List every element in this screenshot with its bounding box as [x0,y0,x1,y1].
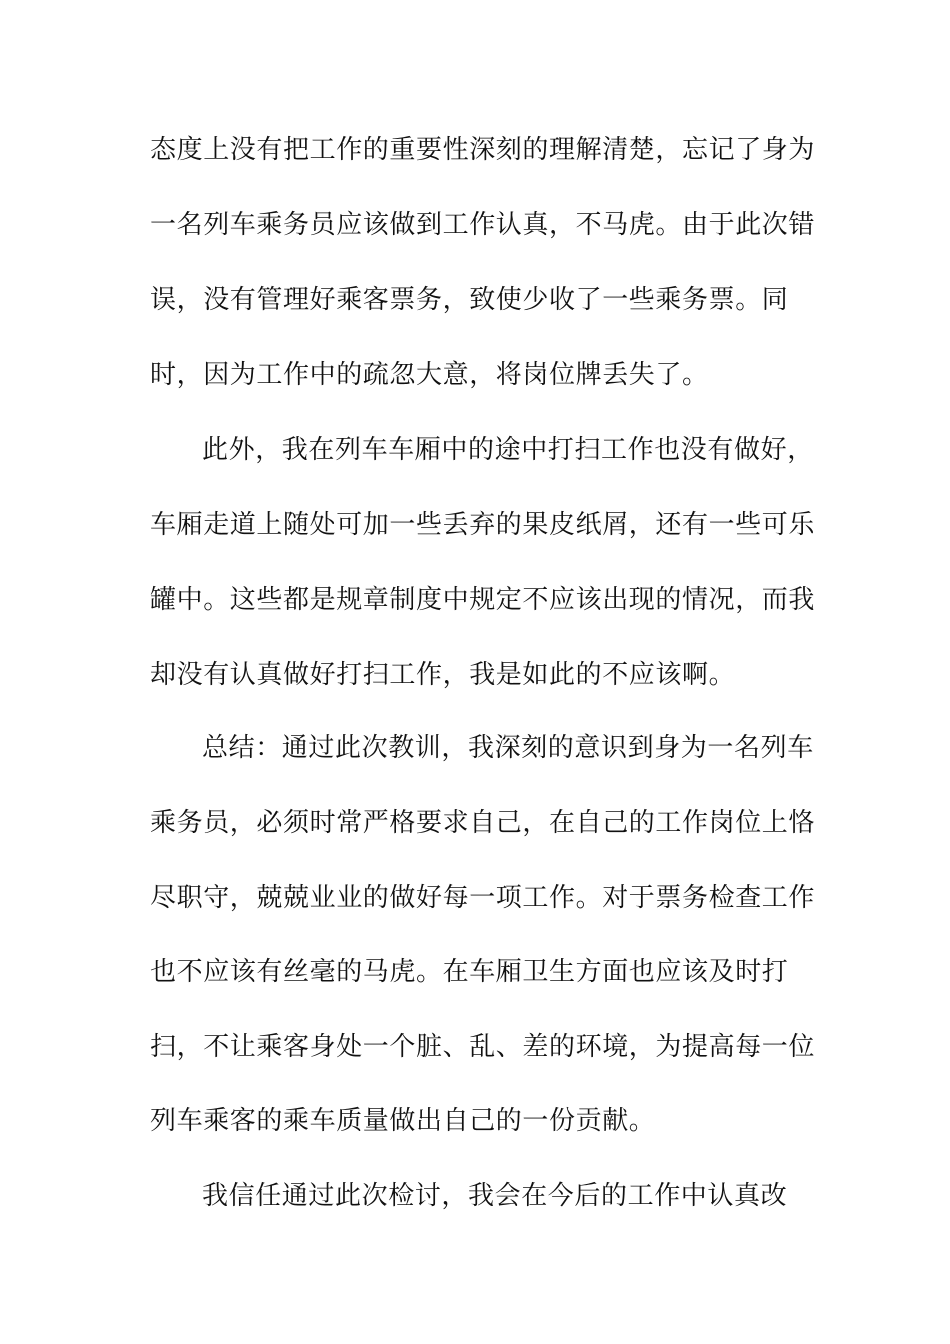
text-line: 时，因为工作中的疏忽大意，将岗位牌丢失了。 [150,360,709,390]
paragraph-start-line: 此外，我在列车车厢中的途中打扫工作也没有做好， [202,435,814,465]
text-line: 列车乘客的乘车质量做出自己的一份贡献。 [150,1106,656,1136]
paragraph-start-line: 我信任通过此次检讨，我会在今后的工作中认真改 [202,1181,788,1211]
text-line: 一名列车乘务员应该做到工作认真，不马虎。由于此次错 [150,210,816,240]
text-line: 罐中。这些都是规章制度中规定不应该出现的情况，而我 [150,585,816,615]
text-line: 扫，不让乘客身处一个脏、乱、差的环境，为提高每一位 [150,1032,816,1062]
paragraph-start-line: 总结：通过此次教训，我深刻的意识到身为一名列车 [202,733,814,763]
text-line: 乘务员，必须时常严格要求自己，在自己的工作岗位上恪 [150,808,816,838]
text-line: 却没有认真做好打扫工作，我是如此的不应该啊。 [150,660,736,690]
text-line: 车厢走道上随处可加一些丢弃的果皮纸屑，还有一些可乐 [150,510,816,540]
text-line: 误，没有管理好乘客票务，致使少收了一些乘务票。同 [150,285,789,315]
text-line: 态度上没有把工作的重要性深刻的理解清楚，忘记了身为 [150,135,816,165]
text-line: 也不应该有丝毫的马虎。在车厢卫生方面也应该及时打 [150,957,789,987]
text-line: 尽职守，兢兢业业的做好每一项工作。对于票务检查工作 [150,883,816,913]
